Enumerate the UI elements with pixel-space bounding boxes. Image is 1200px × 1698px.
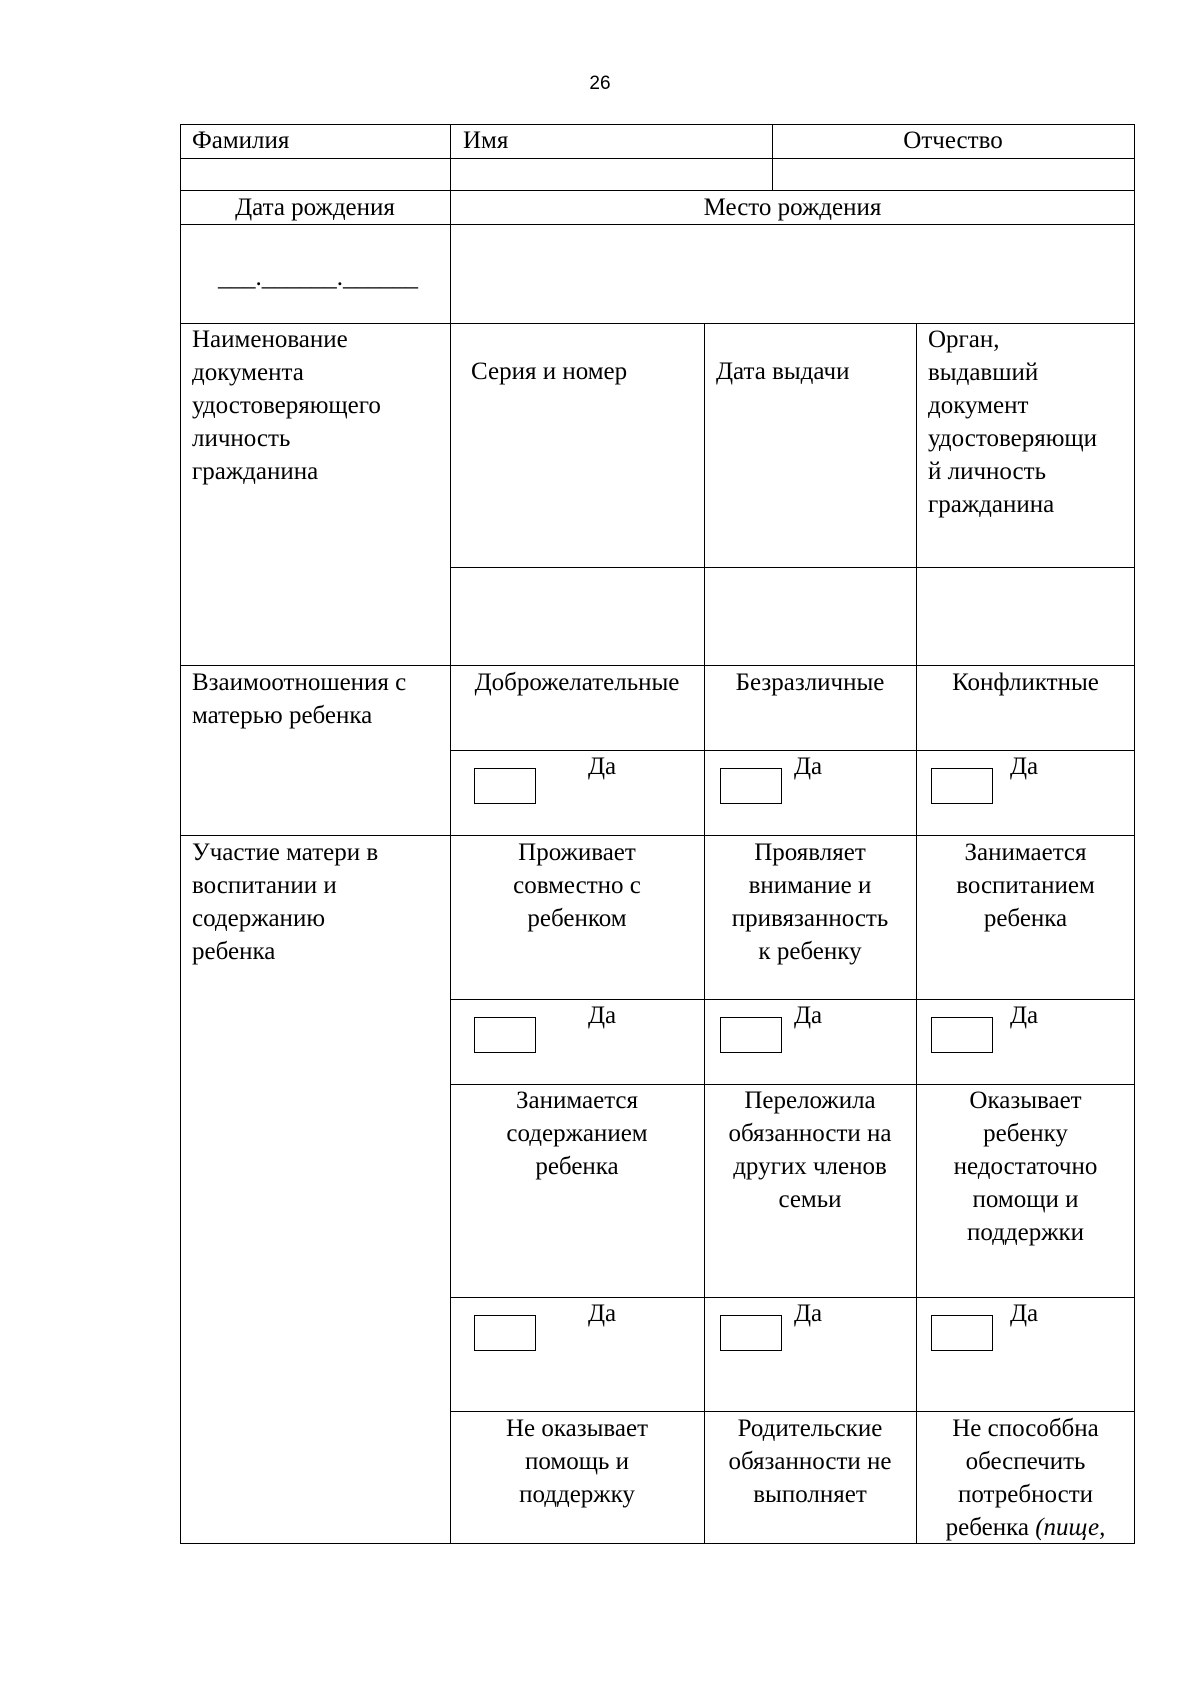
relations-label: Взаимоотношения с матерью ребенка [192, 669, 407, 729]
yes-label: Да [588, 1300, 617, 1327]
participation-label: Участие матери в воспитании и содержанию ребенка [192, 839, 379, 965]
option-shows-attention: Проявляет внимание и привязанность к ребенку [731, 839, 889, 965]
birth-date-label: Дата рождения [235, 194, 395, 221]
yes-label: Да [794, 753, 823, 780]
option-shifted-duties: Переложила обязанности на других членов семьи [728, 1087, 892, 1213]
patronymic-label: Отчество [903, 127, 1003, 154]
checkbox[interactable] [931, 768, 993, 804]
checkbox[interactable] [474, 1315, 536, 1351]
issue-date-label: Дата выдачи [716, 358, 850, 385]
yes-label: Да [794, 1300, 823, 1327]
checkbox[interactable] [474, 768, 536, 804]
surname-label: Фамилия [192, 127, 290, 154]
relations-option-friendly: Доброжелательные [474, 669, 680, 696]
issuing-authority-field[interactable] [917, 568, 1133, 664]
yes-label: Да [1010, 1002, 1039, 1029]
birth-place-label: Место рождения [703, 194, 882, 221]
column-line [450, 124, 451, 1544]
name-field[interactable] [451, 159, 771, 189]
option-insufficient-help: Оказывает ребенку недостаточно помощи и поддержки [953, 1087, 1098, 1246]
italic-note: (пище, [1035, 1514, 1106, 1541]
checkbox[interactable] [931, 1315, 993, 1351]
yes-label: Да [588, 753, 617, 780]
birth-place-field[interactable] [451, 225, 1134, 322]
option-duties-not-fulfilled: Родительские обязанности не выполняет [728, 1415, 892, 1508]
form-border-left [180, 124, 181, 1544]
birth-date-field[interactable]: ___.______.______ [218, 264, 418, 291]
series-number-field[interactable] [451, 568, 703, 664]
relations-option-conflict: Конфликтные [952, 669, 1099, 696]
identity-doc-label: Наименование документа удостоверяющего личность гражданина [192, 326, 381, 485]
yes-label: Да [1010, 753, 1039, 780]
checkbox[interactable] [720, 768, 782, 804]
series-number-label: Серия и номер [471, 358, 628, 385]
option-cannot-provide: Не способбна обеспечить потребности ребенка (пище, [945, 1415, 1106, 1541]
name-label: Имя [463, 127, 509, 154]
checkbox[interactable] [720, 1315, 782, 1351]
checkbox[interactable] [474, 1017, 536, 1053]
surname-field[interactable] [181, 159, 449, 189]
yes-label: Да [1010, 1300, 1039, 1327]
option-upbringing: Занимается воспитанием ребенка [956, 839, 1095, 932]
form-border-right [1134, 124, 1135, 1544]
checkbox[interactable] [931, 1017, 993, 1053]
issuing-authority-label: Орган, выдавший документ удостоверяющи й личность гражданина [928, 326, 1098, 518]
yes-label: Да [794, 1002, 823, 1029]
page-number: 26 [589, 73, 611, 94]
option-no-help: Не оказывает помощь и поддержку [505, 1415, 649, 1508]
registration-form [180, 124, 1135, 1544]
patronymic-field[interactable] [773, 159, 1133, 189]
yes-label: Да [588, 1002, 617, 1029]
option-lives-together: Проживает совместно с ребенком [513, 839, 641, 932]
relations-option-indifferent: Безразличные [735, 669, 885, 696]
checkbox[interactable] [720, 1017, 782, 1053]
issue-date-field[interactable] [705, 568, 915, 664]
option-maintenance: Занимается содержанием ребенка [506, 1087, 648, 1180]
